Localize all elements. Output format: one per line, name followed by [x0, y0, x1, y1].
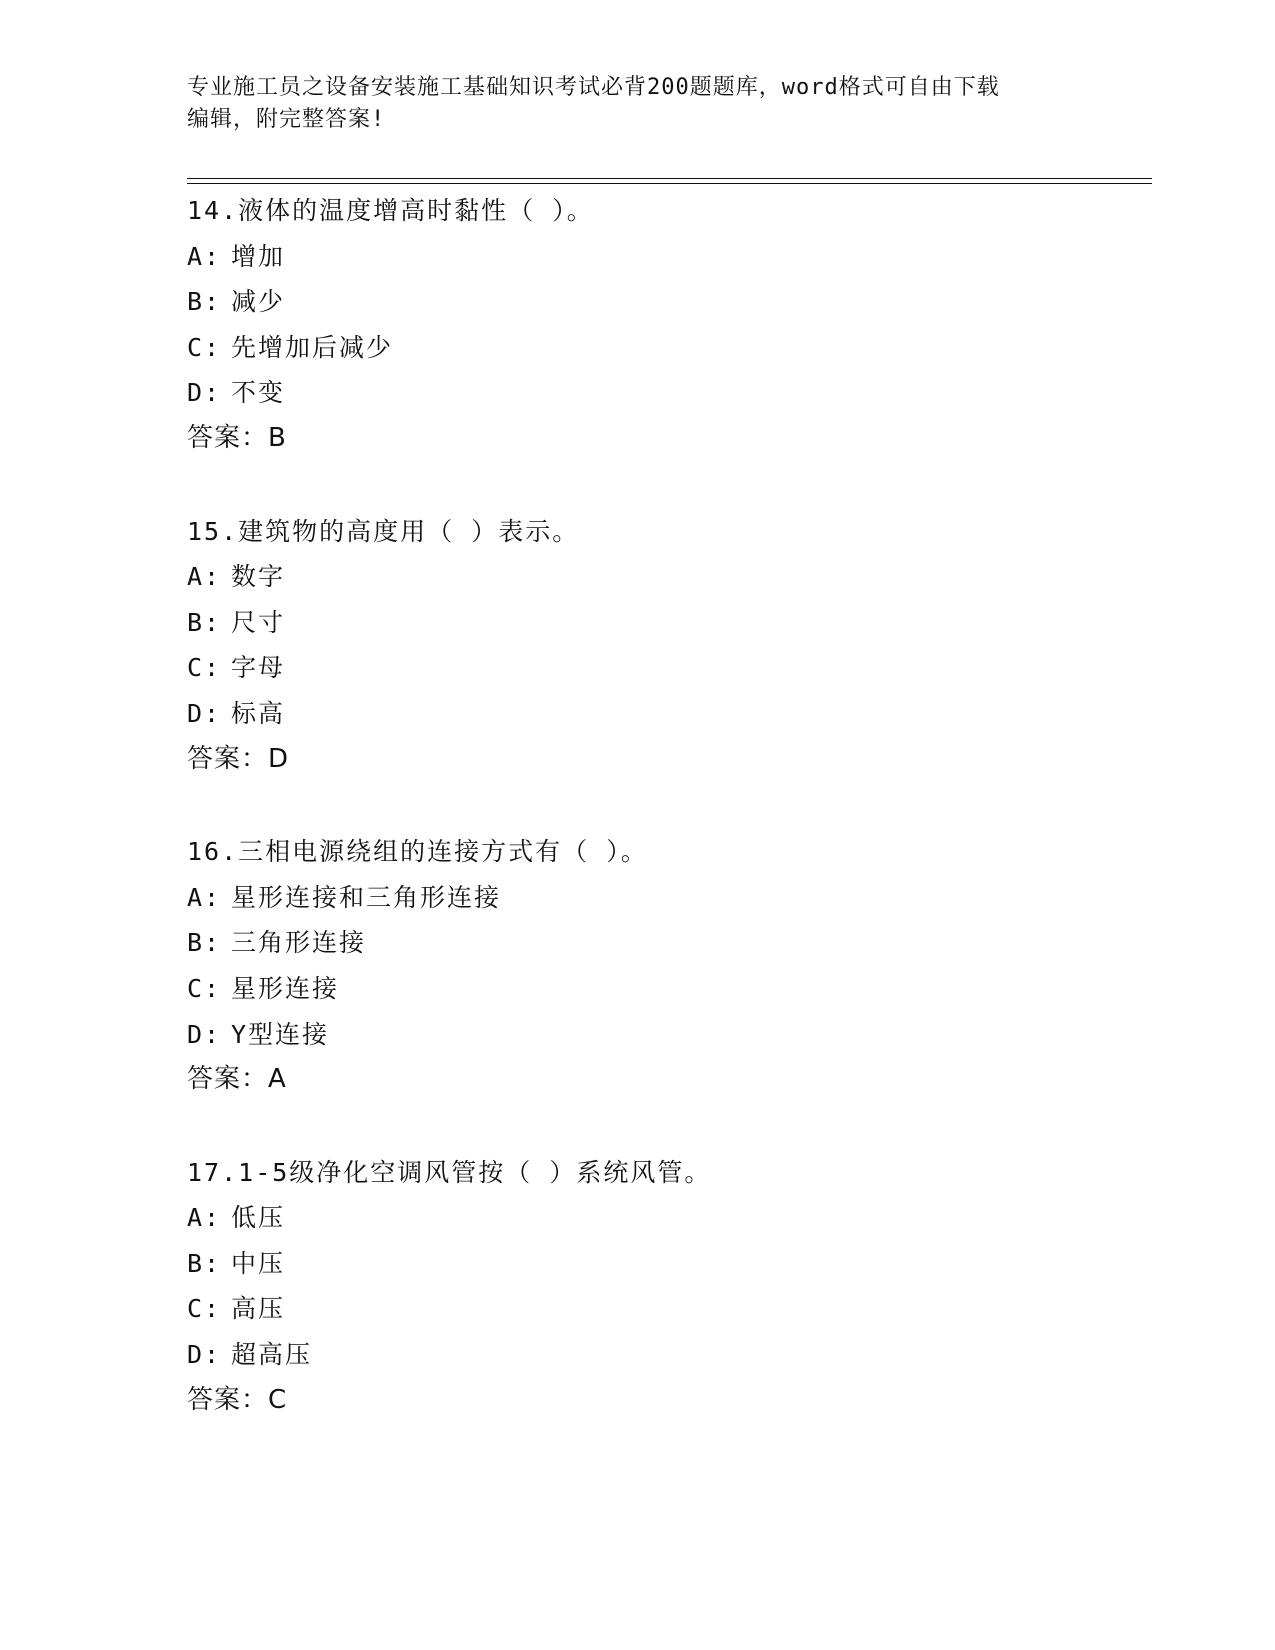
- option-text: 星形连接和三角形连接: [231, 882, 502, 912]
- option-a: [187, 234, 1147, 280]
- header-line-1: 专业施工员之设备安装施工基础知识考试必背200题题库，word格式可自由下载: [187, 75, 1000, 100]
- answer-line: 答案：C: [187, 1384, 288, 1415]
- option-text: 减少: [231, 287, 286, 317]
- question-stem: 15.建筑物的高度用（ ）表示。: [187, 516, 580, 546]
- option-label: A:: [187, 882, 222, 912]
- option-label: C:: [187, 653, 222, 683]
- option-a: [187, 1195, 1147, 1241]
- option-text: Y型连接: [231, 1019, 330, 1049]
- answer-line: 答案：D: [187, 743, 290, 774]
- option-text: 不变: [231, 378, 286, 408]
- option-label: D:: [187, 698, 222, 728]
- option-text: 增加: [231, 241, 286, 271]
- option-label: B:: [187, 928, 222, 958]
- option-text: 尺寸: [231, 607, 286, 637]
- option-text: 星形连接: [231, 973, 340, 1003]
- header-line-2: 编辑，附完整答案!: [187, 107, 386, 132]
- option-text: 先增加后减少: [231, 332, 394, 362]
- option-label: B:: [187, 287, 222, 317]
- option-c: [187, 645, 1147, 691]
- option-label: C:: [187, 332, 222, 362]
- option-text: 高压: [231, 1294, 286, 1324]
- option-a: [187, 875, 1147, 921]
- option-b: [187, 279, 1147, 325]
- option-text: 字母: [231, 653, 286, 683]
- option-label: B:: [187, 1248, 222, 1278]
- option-label: A:: [187, 1203, 222, 1233]
- option-d: [187, 370, 1147, 416]
- option-c: [187, 1286, 1147, 1332]
- option-d: [187, 1332, 1147, 1378]
- question-15: [187, 509, 1147, 783]
- option-label: C:: [187, 1294, 222, 1324]
- question-stem: 17.1-5级净化空调风管按（ ）系统风管。: [187, 1157, 712, 1187]
- question-14: [187, 188, 1147, 462]
- option-b: [187, 1241, 1147, 1287]
- header-divider-bottom: [187, 183, 1152, 184]
- option-text: 超高压: [231, 1340, 313, 1370]
- option-d: [187, 1012, 1147, 1058]
- question-stem: 16.三相电源绕组的连接方式有（ ）。: [187, 837, 648, 867]
- answer-line: 答案：B: [187, 422, 287, 453]
- option-label: B:: [187, 607, 222, 637]
- option-a: [187, 554, 1147, 600]
- option-text: 数字: [231, 562, 286, 592]
- option-label: D:: [187, 378, 222, 408]
- option-d: [187, 691, 1147, 737]
- option-text: 三角形连接: [231, 928, 367, 958]
- option-text: 低压: [231, 1203, 286, 1233]
- option-b: [187, 920, 1147, 966]
- option-label: C:: [187, 973, 222, 1003]
- option-label: A:: [187, 241, 222, 271]
- question-16: [187, 829, 1147, 1103]
- option-c: [187, 966, 1147, 1012]
- option-b: [187, 600, 1147, 646]
- document-header: [187, 72, 1087, 136]
- header-divider-top: [187, 178, 1152, 179]
- question-stem: 14.液体的温度增高时黏性（ ）。: [187, 196, 594, 225]
- option-label: D:: [187, 1340, 222, 1370]
- answer-line: 答案：A: [187, 1064, 287, 1095]
- option-c: [187, 325, 1147, 371]
- option-text: 中压: [231, 1248, 286, 1278]
- option-label: A:: [187, 562, 222, 592]
- question-17: [187, 1150, 1147, 1424]
- question-list: [187, 188, 1147, 1470]
- option-text: 标高: [231, 698, 286, 728]
- option-label: D:: [187, 1019, 222, 1049]
